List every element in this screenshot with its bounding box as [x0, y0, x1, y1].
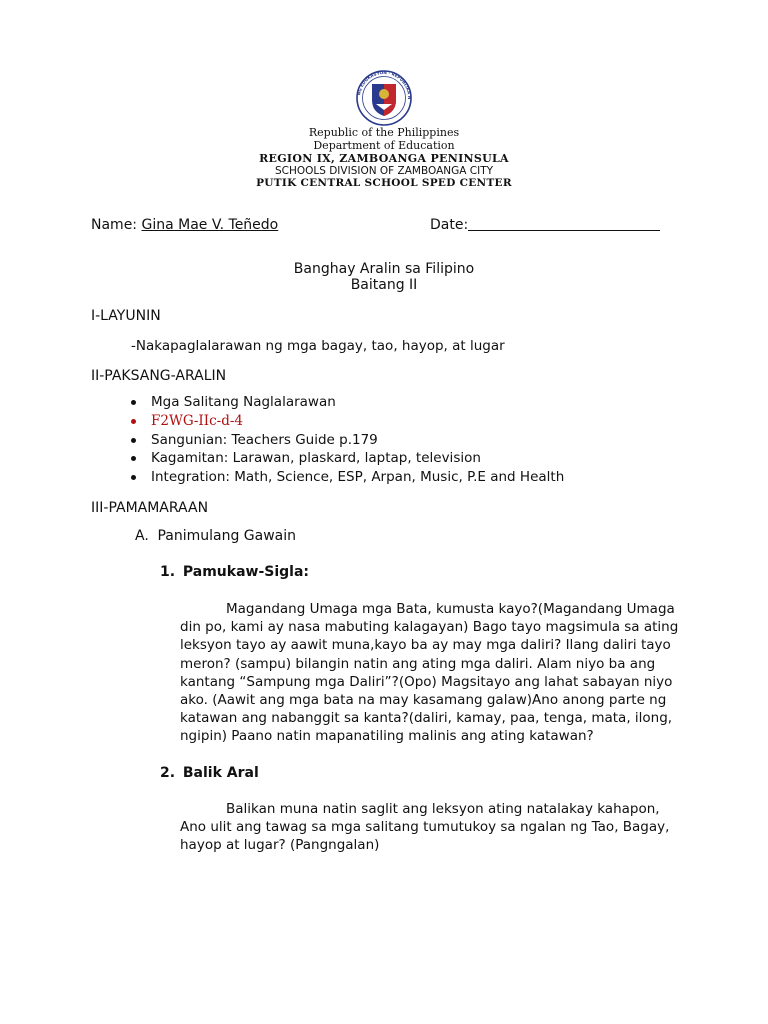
list-item: Mga Salitang Naglalarawan	[129, 393, 564, 412]
paragraph-line: din po, kami ay nasa mabuting kalagayan) Bago tayo magsimula sa ating	[180, 619, 679, 636]
lesson-title: Banghay Aralin sa Filipino	[293, 261, 475, 277]
sub2-title: Balik Aral	[182, 765, 259, 781]
date-label: Date:	[430, 217, 469, 233]
paragraph-line: Magandang Umaga mga Bata, kumusta kayo?(Magandang Umaga	[226, 601, 675, 617]
paragraph-line: kantang “Sampung mga Daliri”?(Opo) Magsitayo ang lahat sabayan niyo	[180, 673, 673, 690]
sub1-number: 1.	[160, 564, 176, 580]
header-republic: Republic of the Philippines	[308, 126, 460, 139]
section-a-title: Panimulang Gawain	[157, 528, 297, 544]
paragraph-line: hayop at lugar? (Pangngalan)	[180, 837, 380, 854]
list-item: Kagamitan: Larawan, plaskard, laptap, television	[129, 449, 564, 468]
section-a-heading	[135, 527, 296, 545]
sub1-heading	[160, 563, 309, 581]
sub1-title: Pamukaw-Sigla:	[182, 564, 310, 580]
header-division: SCHOOLS DIVISION OF ZAMBOANGA CITY	[274, 165, 494, 177]
pamukaw-sigla-paragraph	[180, 600, 680, 746]
paksang-aralin-heading: II-PAKSANG-ARALIN	[91, 368, 227, 384]
paksang-aralin-list	[129, 393, 564, 487]
paragraph-line: ngipin) Paano natin mapanatiling malinis ang ating katawan?	[180, 728, 594, 745]
header-region: REGION IX, ZAMBOANGA PENINSULA	[259, 152, 509, 165]
header-school: PUTIK CENTRAL SCHOOL SPED CENTER	[256, 177, 512, 189]
paragraph-line: Ano ulit ang tawag sa mga salitang tumutukoy sa ngalan ng Tao, Bagay,	[180, 819, 670, 836]
list-item: Integration: Math, Science, ESP, Arpan, Music, P.E and Health	[129, 468, 564, 487]
header-department: Department of Education	[313, 139, 455, 152]
layunin-text: -Nakapaglalarawan ng mga bagay, tao, hayop, at lugar	[131, 338, 505, 354]
paragraph-line: meron? (sampu) bilangin natin ang ating mga daliri. Alam niyo ba ang	[180, 655, 656, 672]
deped-seal-logo	[346, 68, 422, 126]
name-value: Gina Mae V. Teñedo	[141, 217, 279, 233]
seal-ring-text: NG EDUKASYON · REPUBLIKA N	[356, 69, 413, 100]
paragraph-line: katawan ang nabanggit sa kanta?(daliri, kamay, paa, tenga, mata, ilong,	[180, 710, 673, 727]
paragraph-line: ako. (Aawit ang mga bata na may kasamang galaw)Ano anong parte ng	[180, 692, 667, 709]
sub2-number: 2.	[160, 765, 176, 781]
date-blank-line	[468, 216, 660, 231]
paragraph-line: leksyon tayo ay aawit muna,kayo ba ay may mga daliri? Ilang daliri tayo	[180, 637, 671, 654]
list-item: Sangunian: Teachers Guide p.179	[129, 431, 564, 450]
balik-aral-paragraph	[180, 800, 680, 855]
date-field	[430, 216, 660, 234]
section-a-letter: A.	[135, 528, 149, 544]
pamamaraan-heading: III-PAMAMARAAN	[91, 500, 209, 516]
paragraph-line: Balikan muna natin saglit ang leksyon ating natalakay kahapon,	[226, 801, 660, 817]
name-label: Name:	[91, 217, 138, 233]
name-field	[91, 216, 278, 234]
grade-level: Baitang II	[350, 277, 418, 293]
list-item: F2WG-IIc-d-4	[129, 412, 564, 431]
layunin-heading: I-LAYUNIN	[91, 308, 161, 324]
sub2-heading	[160, 764, 259, 782]
